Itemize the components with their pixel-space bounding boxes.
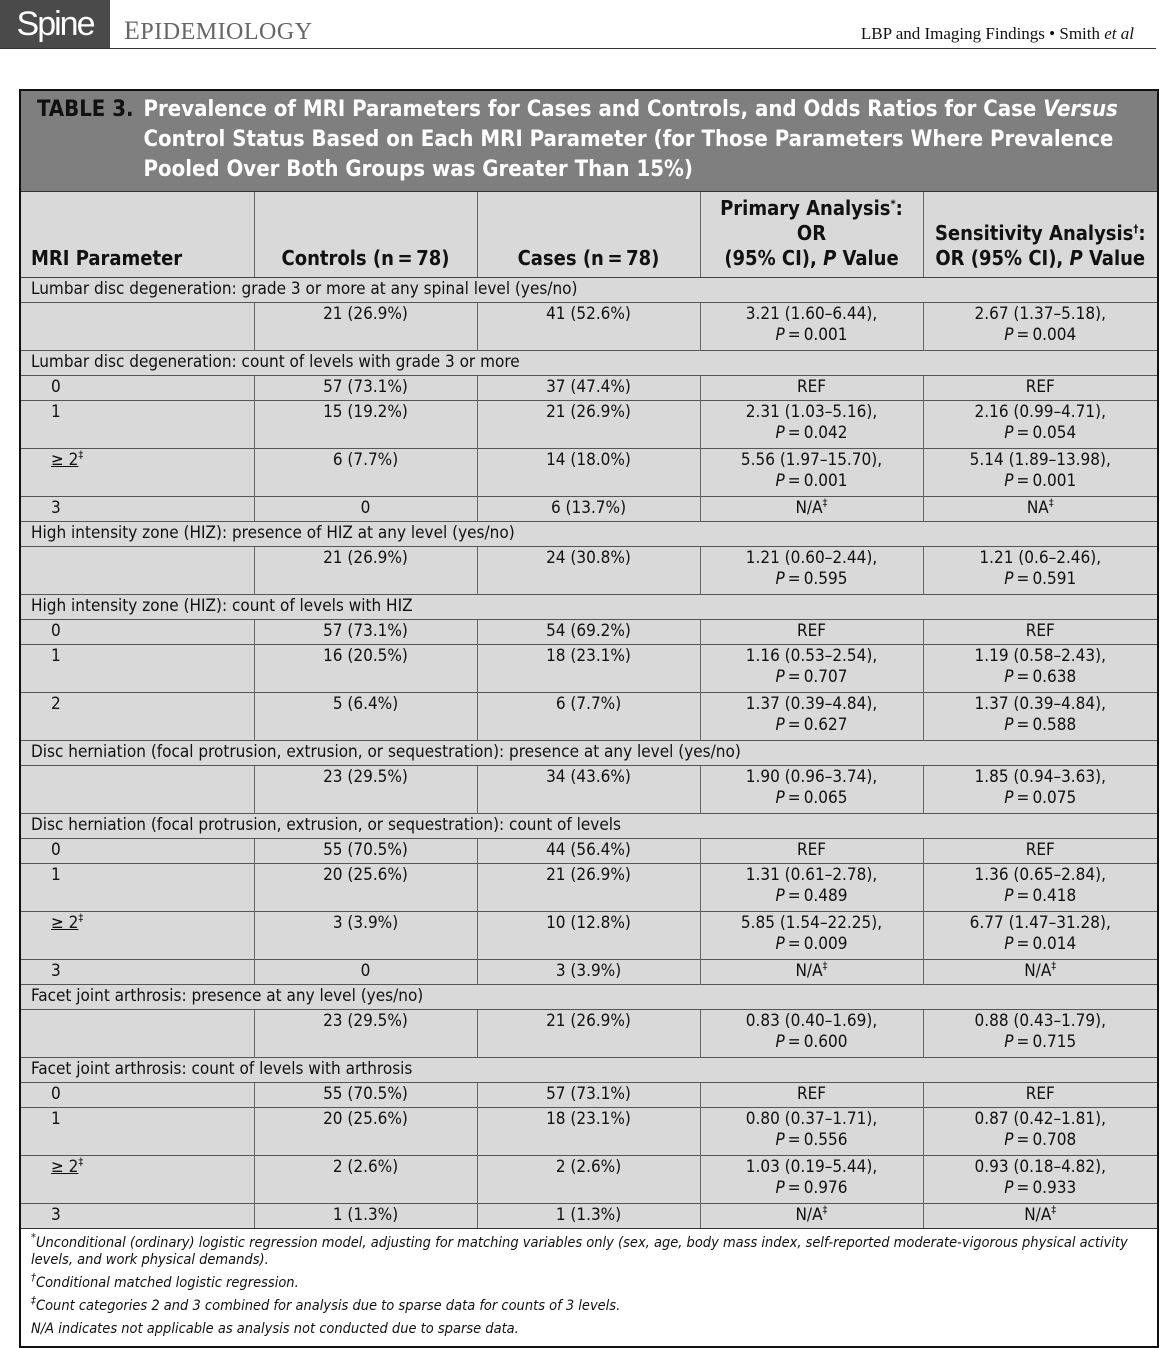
controls-cell: 15 (19.2%) <box>254 401 477 449</box>
controls-cell: 57 (73.1%) <box>254 376 477 401</box>
primary-analysis-cell: 5.85 (1.54–22.25), P = 0.009 <box>700 912 923 960</box>
table-3 <box>19 89 1159 1348</box>
table-row <box>21 1083 1157 1108</box>
controls-cell: 2 (2.6%) <box>254 1156 477 1204</box>
sensitivity-analysis-cell: 1.37 (0.39–4.84), P = 0.588 <box>923 693 1157 741</box>
sensitivity-analysis-cell: REF <box>923 620 1157 645</box>
table-row <box>21 401 1157 449</box>
level-cell: 1 <box>21 864 254 912</box>
sensitivity-analysis-cell: 0.93 (0.18–4.82), P = 0.933 <box>923 1156 1157 1204</box>
table-row <box>21 1156 1157 1204</box>
header-row <box>21 192 1157 278</box>
primary-analysis-cell: 1.90 (0.96–3.74), P = 0.065 <box>700 766 923 814</box>
table-title: Prevalence of MRI Parameters for Cases and Controls, and Odds Ratios for Case Versus Control Status Based on Each MRI Parameter (for Those Parameters Where Prevalence Pooled Over Both Groups was Greater Than 15%) <box>143 97 1118 182</box>
group-row <box>21 278 1157 303</box>
level-cell: 0 <box>21 620 254 645</box>
controls-cell: 5 (6.4%) <box>254 693 477 741</box>
col-header-sensitivity: Sensitivity Analysis†: OR (95% CI), P Value <box>923 192 1157 278</box>
cases-cell: 54 (69.2%) <box>477 620 700 645</box>
level-cell <box>21 1010 254 1058</box>
sensitivity-analysis-cell: 1.36 (0.65–2.84), P = 0.418 <box>923 864 1157 912</box>
table-row <box>21 960 1157 985</box>
cases-cell: 2 (2.6%) <box>477 1156 700 1204</box>
footnote: *Unconditional (ordinary) logistic regression model, adjusting for matching variables only (sex, age, body mass index, self-reported moderate-vigorous physical activity levels, and work physical demands). <box>31 1231 1128 1268</box>
cases-cell: 18 (23.1%) <box>477 1108 700 1156</box>
footnote: †Conditional matched logistic regression. <box>31 1271 299 1291</box>
primary-analysis-cell: 1.16 (0.53–2.54), P = 0.707 <box>700 645 923 693</box>
controls-cell: 6 (7.7%) <box>254 449 477 497</box>
group-row <box>21 595 1157 620</box>
cases-cell: 21 (26.9%) <box>477 864 700 912</box>
cases-cell: 37 (47.4%) <box>477 376 700 401</box>
primary-analysis-cell: N/A‡ <box>700 960 923 985</box>
table-body <box>21 278 1157 1229</box>
running-title: LBP and Imaging Findings • Smith et al <box>860 24 1134 43</box>
sensitivity-analysis-cell: NA‡ <box>923 497 1157 522</box>
sensitivity-analysis-cell: 0.88 (0.43–1.79), P = 0.715 <box>923 1010 1157 1058</box>
footnote: N/A indicates not applicable as analysis not conducted due to sparse data. <box>31 1321 519 1337</box>
controls-cell: 21 (26.9%) <box>254 547 477 595</box>
primary-analysis-cell: 1.21 (0.60–2.44), P = 0.595 <box>700 547 923 595</box>
level-cell <box>21 766 254 814</box>
group-row <box>21 741 1157 766</box>
level-cell: ≥ 2‡ <box>21 449 254 497</box>
level-cell: 0 <box>21 376 254 401</box>
primary-analysis-cell: 0.83 (0.40–1.69), P = 0.600 <box>700 1010 923 1058</box>
controls-cell: 3 (3.9%) <box>254 912 477 960</box>
primary-analysis-cell: 0.80 (0.37–1.71), P = 0.556 <box>700 1108 923 1156</box>
group-row <box>21 814 1157 839</box>
controls-cell: 23 (29.5%) <box>254 1010 477 1058</box>
group-title: Lumbar disc degeneration: grade 3 or more at any spinal level (yes/no) <box>21 278 1157 303</box>
cases-cell: 10 (12.8%) <box>477 912 700 960</box>
cases-cell: 3 (3.9%) <box>477 960 700 985</box>
cases-cell: 44 (56.4%) <box>477 839 700 864</box>
data-table <box>21 192 1157 1228</box>
controls-cell: 20 (25.6%) <box>254 1108 477 1156</box>
bullet-icon: • <box>1049 24 1056 43</box>
sensitivity-analysis-cell: 6.77 (1.47–31.28), P = 0.014 <box>923 912 1157 960</box>
level-cell: 1 <box>21 645 254 693</box>
table-footnotes <box>21 1228 1157 1346</box>
group-row <box>21 1058 1157 1083</box>
sensitivity-analysis-cell: 5.14 (1.89–13.98), P = 0.001 <box>923 449 1157 497</box>
controls-cell: 16 (20.5%) <box>254 645 477 693</box>
controls-cell: 57 (73.1%) <box>254 620 477 645</box>
cases-cell: 57 (73.1%) <box>477 1083 700 1108</box>
table-row <box>21 839 1157 864</box>
group-row <box>21 522 1157 547</box>
table-row <box>21 497 1157 522</box>
group-title: Lumbar disc degeneration: count of levels with grade 3 or more <box>21 351 1157 376</box>
table-row <box>21 547 1157 595</box>
primary-analysis-cell: REF <box>700 620 923 645</box>
primary-analysis-cell: 1.37 (0.39–4.84), P = 0.627 <box>700 693 923 741</box>
sensitivity-analysis-cell: REF <box>923 839 1157 864</box>
primary-analysis-cell: N/A‡ <box>700 1204 923 1229</box>
sensitivity-analysis-cell: 1.85 (0.94–3.63), P = 0.075 <box>923 766 1157 814</box>
controls-cell: 0 <box>254 497 477 522</box>
primary-analysis-cell: REF <box>700 376 923 401</box>
sensitivity-analysis-cell: N/A‡ <box>923 960 1157 985</box>
sensitivity-analysis-cell: 0.87 (0.42–1.81), P = 0.708 <box>923 1108 1157 1156</box>
primary-analysis-cell: 5.56 (1.97–15.70), P = 0.001 <box>700 449 923 497</box>
cases-cell: 6 (7.7%) <box>477 693 700 741</box>
table-row <box>21 303 1157 351</box>
table-row <box>21 693 1157 741</box>
controls-cell: 20 (25.6%) <box>254 864 477 912</box>
level-cell: 3 <box>21 497 254 522</box>
primary-analysis-cell: 1.03 (0.19–5.44), P = 0.976 <box>700 1156 923 1204</box>
level-cell: 3 <box>21 1204 254 1229</box>
table-row <box>21 1204 1157 1229</box>
group-title: High intensity zone (HIZ): presence of HIZ at any level (yes/no) <box>21 522 1157 547</box>
level-cell: 3 <box>21 960 254 985</box>
table-row <box>21 766 1157 814</box>
sensitivity-analysis-cell: N/A‡ <box>923 1204 1157 1229</box>
level-cell: 1 <box>21 1108 254 1156</box>
group-title: Facet joint arthrosis: presence at any level (yes/no) <box>21 985 1157 1010</box>
table-row <box>21 376 1157 401</box>
table-row <box>21 620 1157 645</box>
footnote: ‡Count categories 2 and 3 combined for analysis due to sparse data for counts of 3 levels. <box>31 1294 621 1314</box>
cases-cell: 21 (26.9%) <box>477 401 700 449</box>
primary-analysis-cell: REF <box>700 839 923 864</box>
journal-logo: Spine <box>0 0 110 48</box>
table-row <box>21 864 1157 912</box>
cases-cell: 1 (1.3%) <box>477 1204 700 1229</box>
primary-analysis-cell: 1.31 (0.61–2.78), P = 0.489 <box>700 864 923 912</box>
section-label: EPIDEMIOLOGY <box>124 16 313 45</box>
sensitivity-analysis-cell: 2.67 (1.37–5.18), P = 0.004 <box>923 303 1157 351</box>
level-cell: 2 <box>21 693 254 741</box>
group-row <box>21 985 1157 1010</box>
cases-cell: 24 (30.8%) <box>477 547 700 595</box>
level-cell <box>21 547 254 595</box>
page-header <box>0 0 1156 49</box>
table-caption <box>21 91 1157 192</box>
group-title: Disc herniation (focal protrusion, extrusion, or sequestration): count of levels <box>21 814 1157 839</box>
primary-analysis-cell: 2.31 (1.03–5.16), P = 0.042 <box>700 401 923 449</box>
cases-cell: 34 (43.6%) <box>477 766 700 814</box>
cases-cell: 6 (13.7%) <box>477 497 700 522</box>
table-number: TABLE 3. <box>37 97 134 122</box>
group-title: High intensity zone (HIZ): count of levels with HIZ <box>21 595 1157 620</box>
table-row <box>21 1010 1157 1058</box>
sensitivity-analysis-cell: REF <box>923 376 1157 401</box>
level-cell: 0 <box>21 839 254 864</box>
col-header-primary: Primary Analysis*: OR (95% CI), P Value <box>700 192 923 278</box>
cases-cell: 14 (18.0%) <box>477 449 700 497</box>
sensitivity-analysis-cell: 1.19 (0.58–2.43), P = 0.638 <box>923 645 1157 693</box>
cases-cell: 18 (23.1%) <box>477 645 700 693</box>
table-row <box>21 912 1157 960</box>
cases-cell: 41 (52.6%) <box>477 303 700 351</box>
controls-cell: 23 (29.5%) <box>254 766 477 814</box>
controls-cell: 21 (26.9%) <box>254 303 477 351</box>
level-cell <box>21 303 254 351</box>
controls-cell: 55 (70.5%) <box>254 1083 477 1108</box>
group-title: Facet joint arthrosis: count of levels with arthrosis <box>21 1058 1157 1083</box>
sensitivity-analysis-cell: 1.21 (0.6–2.46), P = 0.591 <box>923 547 1157 595</box>
controls-cell: 55 (70.5%) <box>254 839 477 864</box>
level-cell: ≥ 2‡ <box>21 1156 254 1204</box>
col-header-controls: Controls (n = 78) <box>254 192 477 278</box>
group-row <box>21 351 1157 376</box>
level-cell: ≥ 2‡ <box>21 912 254 960</box>
primary-analysis-cell: 3.21 (1.60–6.44), P = 0.001 <box>700 303 923 351</box>
table-row <box>21 1108 1157 1156</box>
sensitivity-analysis-cell: 2.16 (0.99–4.71), P = 0.054 <box>923 401 1157 449</box>
cases-cell: 21 (26.9%) <box>477 1010 700 1058</box>
table-row <box>21 449 1157 497</box>
col-header-cases: Cases (n = 78) <box>477 192 700 278</box>
sensitivity-analysis-cell: REF <box>923 1083 1157 1108</box>
col-header-parameter: MRI Parameter <box>21 192 254 278</box>
controls-cell: 1 (1.3%) <box>254 1204 477 1229</box>
primary-analysis-cell: N/A‡ <box>700 497 923 522</box>
group-title: Disc herniation (focal protrusion, extrusion, or sequestration): presence at any level (yes/no) <box>21 741 1157 766</box>
table-row <box>21 645 1157 693</box>
primary-analysis-cell: REF <box>700 1083 923 1108</box>
level-cell: 0 <box>21 1083 254 1108</box>
level-cell: 1 <box>21 401 254 449</box>
controls-cell: 0 <box>254 960 477 985</box>
